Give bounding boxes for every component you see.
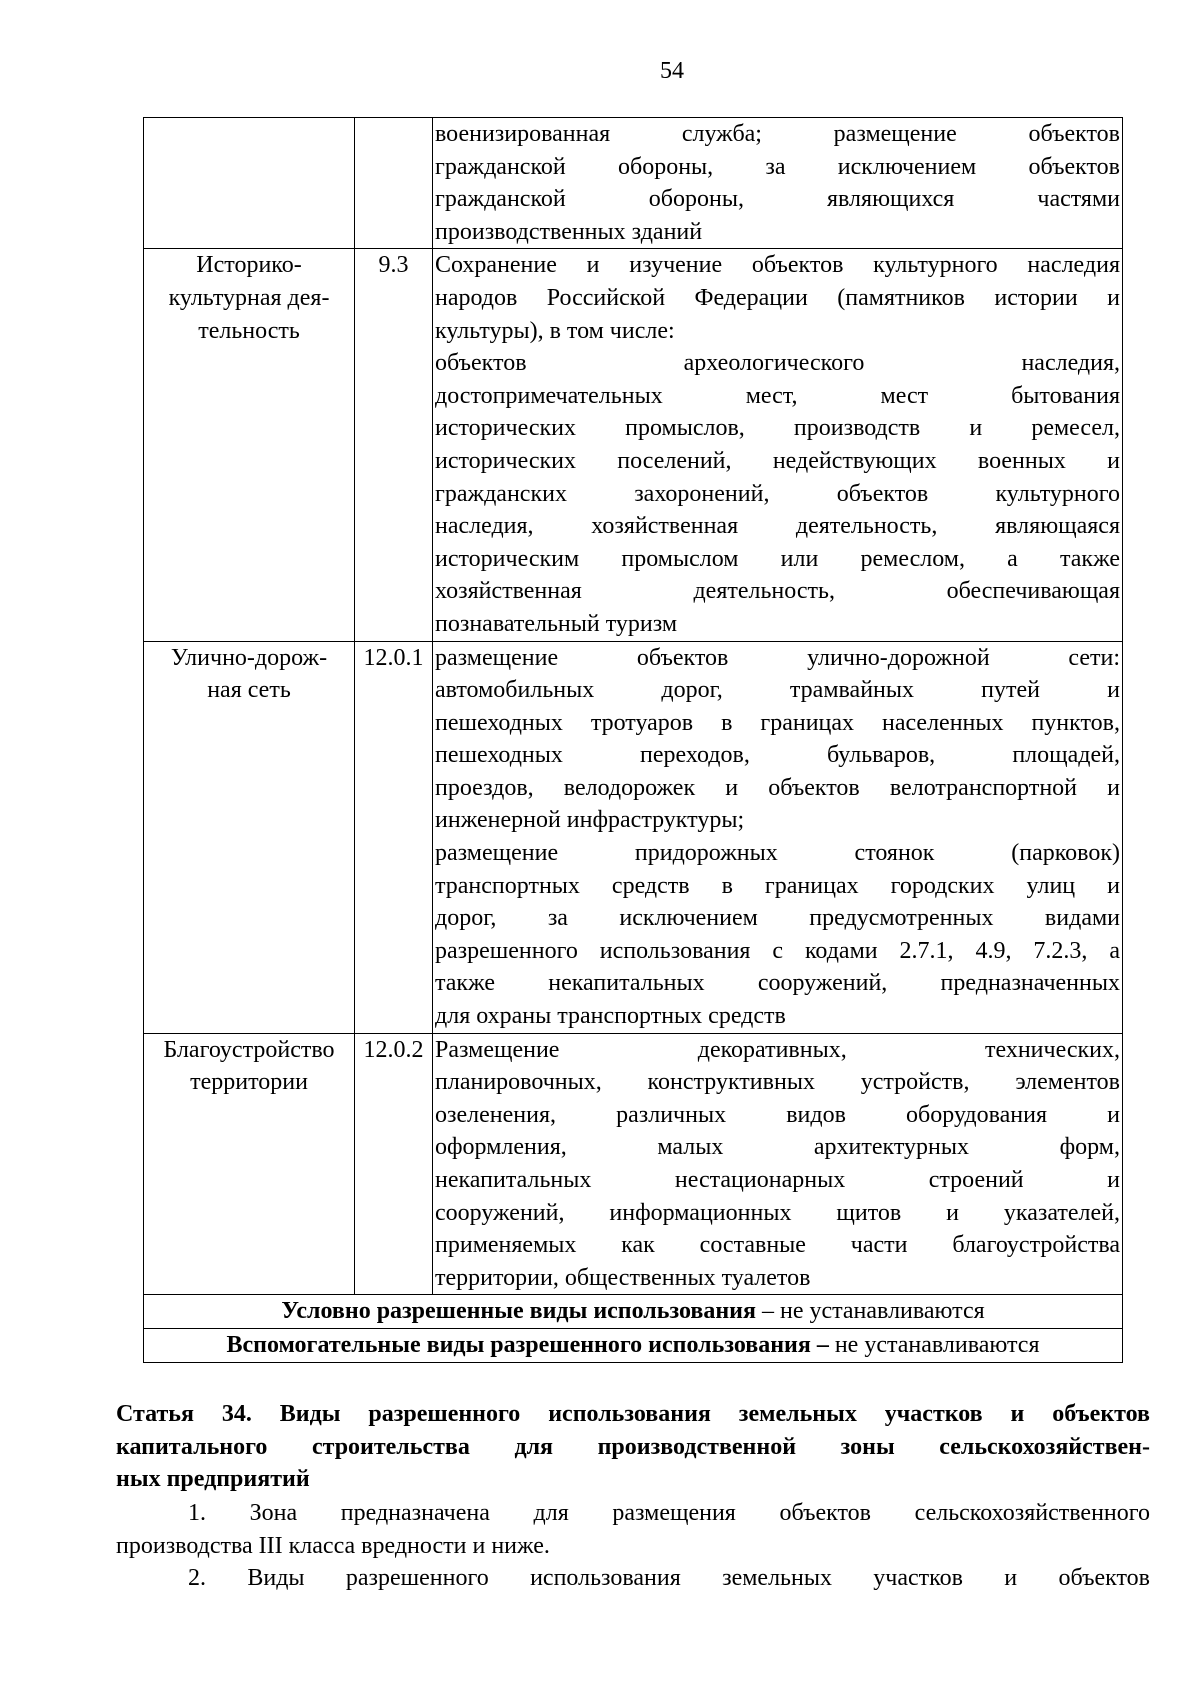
description-line: пешеходных тротуаров в границах населенных пунктов, bbox=[435, 709, 1120, 736]
auxiliary-uses-row bbox=[144, 1328, 1123, 1362]
auxiliary-uses-label: Вспомогательные виды разрешенного использования – bbox=[226, 1331, 829, 1358]
description-line: применяемых как составные части благоустройства bbox=[435, 1232, 1120, 1259]
description-line: познавательный туризм bbox=[435, 610, 678, 637]
description-line: также некапитальных сооружений, предназначенных bbox=[435, 970, 1120, 997]
description-line: размещение объектов улично-дорожной сети: bbox=[435, 644, 1120, 671]
description-line: транспортных средств в границах городских улиц и bbox=[435, 872, 1120, 899]
description-line: производственных зданий bbox=[435, 218, 703, 245]
description-line: разрешенного использования с кодами 2.7.1, 4.9, 7.2.3, а bbox=[435, 937, 1120, 964]
conditional-uses-label: Условно разрешенные виды использования bbox=[281, 1298, 756, 1325]
use-name-line: Благоустройство bbox=[163, 1036, 335, 1063]
description-line: достопримечательных мест, мест бытования bbox=[435, 382, 1120, 409]
description-line: автомобильных дорог, трамвайных путей и bbox=[435, 677, 1120, 704]
article-body bbox=[116, 1497, 1150, 1595]
paragraph-line: 2. Виды разрешенного использования земельных участков и объектов bbox=[188, 1565, 1150, 1592]
table-row bbox=[144, 641, 1123, 1033]
paragraph-line: производства III класса вредности и ниже. bbox=[116, 1532, 550, 1559]
use-name-line: Историко- bbox=[196, 252, 302, 279]
use-description-cell bbox=[433, 249, 1123, 641]
description-line: наследия, хозяйственная деятельность, являющаяся bbox=[435, 513, 1120, 540]
description-line: планировочных, конструктивных устройств, элементов bbox=[435, 1069, 1120, 1096]
table-row bbox=[144, 1033, 1123, 1295]
description-line: проездов, велодорожек и объектов велотранспортной и bbox=[435, 774, 1120, 801]
use-name-cell bbox=[144, 641, 355, 1033]
table-row bbox=[144, 118, 1123, 249]
use-name-cell bbox=[144, 1033, 355, 1295]
description-line: озеленения, различных видов оборудования и bbox=[435, 1101, 1120, 1128]
use-code-cell bbox=[355, 118, 433, 249]
use-name-line: культурная дея- bbox=[168, 284, 330, 311]
description-line: исторических поселений, недействующих военных и bbox=[435, 447, 1120, 474]
description-line: историческим промыслом или ремеслом, а также bbox=[435, 545, 1120, 572]
use-code-cell: 12.0.2 bbox=[355, 1033, 433, 1295]
article-title-line: Статья 34. Виды разрешенного использования земельных участков и объектов bbox=[116, 1401, 1150, 1427]
description-line: дорог, за исключением предусмотренных видами bbox=[435, 905, 1120, 932]
description-line: сооружений, информационных щитов и указателей, bbox=[435, 1199, 1120, 1226]
use-code-cell: 12.0.1 bbox=[355, 641, 433, 1033]
article-title-line: ных предприятий bbox=[116, 1466, 310, 1493]
use-code-cell: 9.3 bbox=[355, 249, 433, 641]
description-line: Сохранение и изучение объектов культурного наследия bbox=[435, 252, 1120, 279]
description-line: объектов археологического наследия, bbox=[435, 350, 1120, 377]
page-number: 54 bbox=[660, 58, 684, 84]
use-description-cell bbox=[433, 1033, 1123, 1295]
description-line: гражданских захоронений, объектов культурного bbox=[435, 480, 1120, 507]
description-line: для охраны транспортных средств bbox=[435, 1003, 786, 1030]
paragraph-line: 1. Зона предназначена для размещения объектов сельскохозяйственного bbox=[188, 1500, 1150, 1526]
use-description-cell bbox=[433, 118, 1123, 249]
conditional-uses-cell bbox=[144, 1295, 1123, 1329]
auxiliary-uses-cell bbox=[144, 1328, 1123, 1362]
description-line: народов Российской Федерации (памятников истории и bbox=[435, 284, 1120, 311]
use-name-line: территории bbox=[190, 1069, 308, 1096]
description-line: Размещение декоративных, технических, bbox=[435, 1036, 1120, 1063]
description-line: инженерной инфраструктуры; bbox=[435, 807, 745, 834]
description-line: хозяйственная деятельность, обеспечивающая bbox=[435, 578, 1120, 605]
table-row bbox=[144, 249, 1123, 641]
auxiliary-uses-value: не устанавливаются bbox=[828, 1331, 1040, 1358]
conditional-uses-value: – не устанавливаются bbox=[755, 1298, 985, 1325]
description-line: военизированная служба; размещение объектов bbox=[435, 121, 1120, 147]
conditional-uses-row bbox=[144, 1295, 1123, 1329]
description-line: территории, общественных туалетов bbox=[435, 1264, 811, 1291]
description-line: некапитальных нестационарных строений и bbox=[435, 1167, 1120, 1193]
use-name-line: тельность bbox=[198, 317, 300, 344]
description-line: гражданской обороны, являющихся частями bbox=[435, 186, 1120, 213]
description-line: гражданской обороны, за исключением объектов bbox=[435, 153, 1120, 180]
article-title bbox=[116, 1398, 1150, 1496]
use-description-cell bbox=[433, 641, 1123, 1033]
use-name-line: ная сеть bbox=[207, 677, 291, 704]
use-name-cell bbox=[144, 118, 355, 249]
description-line: оформления, малых архитектурных форм, bbox=[435, 1134, 1120, 1161]
land-use-table bbox=[143, 117, 1123, 1363]
use-name-line: Улично-дорож- bbox=[170, 644, 328, 671]
use-name-cell bbox=[144, 249, 355, 641]
description-line: культуры), в том числе: bbox=[435, 317, 675, 344]
description-line: пешеходных переходов, бульваров, площадей, bbox=[435, 742, 1120, 769]
description-line: размещение придорожных стоянок (парковок) bbox=[435, 840, 1120, 867]
article-title-line: капитального строительства для производственной зоны сельскохозяйствен- bbox=[116, 1433, 1150, 1460]
description-line: исторических промыслов, производств и ремесел, bbox=[435, 415, 1120, 442]
